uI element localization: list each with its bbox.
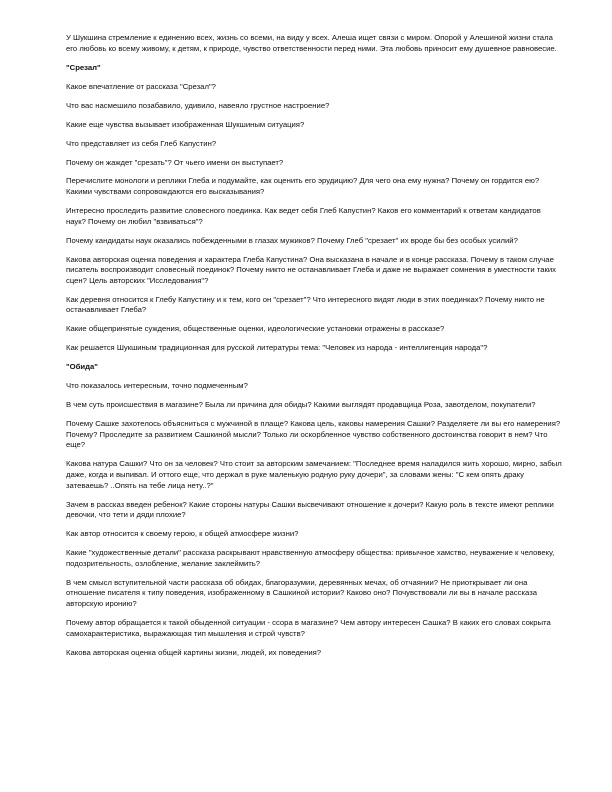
text-paragraph: Как автор относится к своему герою, к общей атмосфере жизни? xyxy=(66,529,299,539)
text-paragraph: Что показалось интересным, точно подмеченным? xyxy=(66,381,248,391)
text-paragraph: Что вас насмешило позабавило, удивило, навеяло грустное настроение? xyxy=(66,100,330,110)
text-paragraph: Как деревня относится к Глебу Капустину и к тем, кого он "срезает"? Что интересного видят люди в этих поединках? Почему никто не останавливает Глеба? xyxy=(66,294,545,315)
text-paragraph: Почему автор обращается к такой обыденной ситуации - ссора в магазине? Чем автору интересен Сашка? В каких его словах сокрыта самохарактеристика, выражающая тип мышления и строй чувств? xyxy=(66,617,551,638)
section-heading: "Срезал" xyxy=(66,62,101,72)
text-paragraph: Почему кандидаты наук оказались побежденными в глазах мужиков? Почему Глеб "срезает" их вроде бы без особых усилий? xyxy=(66,235,518,245)
text-paragraph: Зачем в рассказ введен ребенок? Какие стороны натуры Сашки высвечивают отношение к дочери? Какую роль в тексте имеют реплики девочки, что тети и дяди плохие? xyxy=(66,499,554,520)
text-paragraph: Почему он жаждет "срезать"? От чьего имени он выступает? xyxy=(66,157,284,167)
text-paragraph: Какие "художественные детали" рассказа раскрывают нравственную атмосферу общества: привычное хамство, неуважение к человеку, подозрительность, озлобление, желание заклеймить? xyxy=(66,548,555,568)
text-paragraph: Как решается Шукшиным традиционная для русской литературы тема: "Человек из народа - интеллигенция народа"? xyxy=(66,343,488,353)
text-paragraph: В чем суть происшествия в магазине? Была ли причина для обиды? Какими выглядят продавщица Роза, завотделом, покупатели? xyxy=(66,400,536,410)
document-body xyxy=(66,33,562,658)
text-paragraph: Какова натура Сашки? Что он за человек? Что стоит за авторским замечанием: "Последнее время наладился жить хорошо, мирно, забыл даже, когда и выпивал. И оттого еще, что держал в руке маленькую родную руку дочери", за словами жены: "С кем опять драку затеваешь? ..Опять на тебе лица нету..?" xyxy=(66,459,562,490)
text-paragraph: Какова авторская оценка поведения и характера Глеба Капустина? Она высказана в начале и в конце рассказа. Почему в таком случае писатель воспроизводит словесный поединок? Почему никто не останавливает Глеба и даже не выражает сомнения в уместности таких сцен? Цель авторских "Исследования"? xyxy=(66,254,557,285)
text-paragraph: Какие еще чувства вызывает изображенная Шукшиным ситуация? xyxy=(66,119,305,129)
text-paragraph: Какова авторская оценка общей картины жизни, людей, их поведения? xyxy=(66,647,322,657)
text-paragraph: Какое впечатление от рассказа "Срезал"? xyxy=(66,81,216,91)
text-paragraph: У Шукшина стремление к единению всех, жизнь со всеми, на виду у всех. Алеша ищет связи с миром. Опорой у Алешиной жизни стала его любовь ко всему живому, к детям, к природе, чувство ответственности перед ними. Эта любовь приносит ему душевное равновесие. xyxy=(66,33,557,53)
text-paragraph: Почему Сашке захотелось объясниться с мужчиной в плаще? Какова цель, каковы намерения Сашки? Разделяете ли вы его намерения? Почему? Проследите за развитием Сашкиной мысли? Только ли оскорбленное чувство собственного достоинства говорит в нем? Что еще? xyxy=(66,419,561,450)
text-paragraph: Что представляет из себя Глеб Капустин? xyxy=(66,138,217,148)
text-paragraph: Интересно проследить развитие словесного поединка. Как ведет себя Глеб Капустин? Каков его комментарий к ответам кандидатов наук? Почему он любил "взвиваться"? xyxy=(66,206,541,226)
section-heading: "Обида" xyxy=(66,362,98,372)
text-paragraph: Какие общепринятые суждения, общественные оценки, идеологические установки отражены в рассказе? xyxy=(66,324,445,334)
text-paragraph: В чем смысл вступительной части рассказа об обидах, благоразумии, деревянных мечах, об отчаянии? Не приоткрывает ли она отношение писателя к типу поведения, изображенному в Сашкиной истории? Каково оно? Почувствовали ли вы в начале рассказа авторскую иронию? xyxy=(66,577,538,608)
text-paragraph: Перечислите монологи и реплики Глеба и подумайте, как оценить его эрудицию? Для чего она ему нужна? Почему он гордится ею? Какими чувствами сопровождаются его высказывания? xyxy=(66,176,540,197)
